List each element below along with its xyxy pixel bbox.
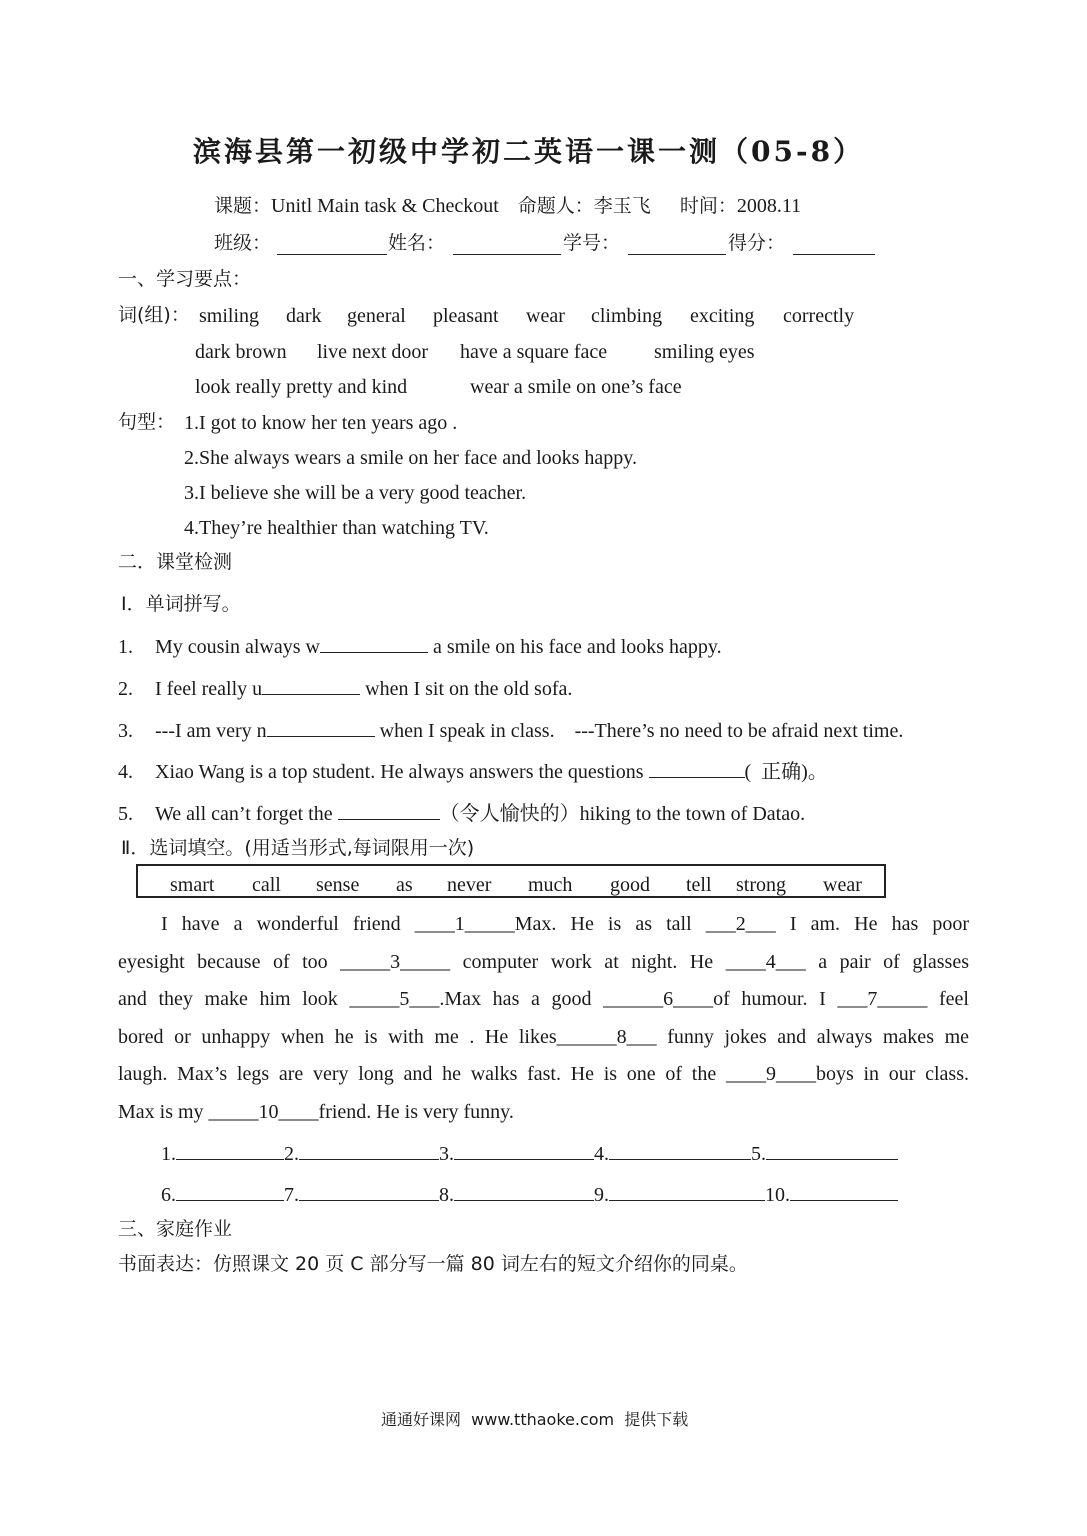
answer-blank[interactable] xyxy=(320,636,428,653)
answer-label: 4. xyxy=(594,1143,609,1165)
passage-line-1: I have a wonderful friend ____1_____Max. He is as tall ___2___ I am. He has poor xyxy=(161,913,969,935)
item-text: ( 正确)。 xyxy=(744,761,828,783)
item-number: 4. xyxy=(118,761,133,783)
time: 2008.11 xyxy=(736,195,802,217)
passage-line-5: laugh. Max’s legs are very long and he walks fast. He is one of the ____9____boys in our class. xyxy=(118,1063,969,1085)
passage-line-4: bored or unhappy when he is with me . He likes______8___ funny jokes and always makes me xyxy=(118,1026,969,1048)
sentence-1: 1.I got to know her ten years ago . xyxy=(184,412,458,434)
item-text: ---I am very n xyxy=(155,720,267,742)
word-bank-word: tell xyxy=(686,874,712,896)
item-text: My cousin always w xyxy=(155,636,320,658)
answer-line[interactable] xyxy=(176,1143,284,1160)
vocab-word: climbing xyxy=(591,305,663,327)
name-label: 姓名： xyxy=(388,232,446,254)
exercise-item-1 xyxy=(118,636,722,657)
vocab-phrase: live next door xyxy=(317,341,429,363)
item-text: when I sit on the old sofa. xyxy=(360,678,573,700)
answer-row-1 xyxy=(161,1143,898,1164)
footer-text: 通通好课网 www.tthaoke.com 提供下载 xyxy=(381,1410,689,1429)
exercise-item-2 xyxy=(118,678,572,699)
word-bank-word: never xyxy=(447,874,492,896)
section1-heading: 一、学习要点： xyxy=(118,268,252,290)
part1-heading: Ⅰ．单词拼写。 xyxy=(121,593,241,615)
vocab-phrase: smiling eyes xyxy=(654,341,755,363)
score-label: 得分： xyxy=(728,232,786,254)
exercise-item-5 xyxy=(118,803,805,824)
vocab-word: smiling xyxy=(199,305,260,327)
name-field[interactable] xyxy=(453,254,561,255)
item-text: when I speak in class. ---There’s no need to be afraid next time. xyxy=(374,720,904,742)
class-label: 班级： xyxy=(214,232,272,254)
word-bank-word: as xyxy=(396,874,413,896)
vocab-word: exciting xyxy=(690,305,755,327)
word-bank-word: strong xyxy=(736,874,786,896)
sentence-label: 句型： xyxy=(118,411,176,433)
answer-blank[interactable] xyxy=(649,761,745,778)
vocab-phrase: have a square face xyxy=(460,341,608,363)
exercise-item-4 xyxy=(118,761,828,782)
item-number: 1. xyxy=(118,636,133,658)
passage-line-6: Max is my _____10____friend. He is very funny. xyxy=(118,1101,514,1123)
section3-heading: 三、家庭作业 xyxy=(118,1218,233,1240)
answer-label: 1. xyxy=(161,1143,176,1165)
vocab-phrase: wear a smile on one’s face xyxy=(470,376,682,398)
answer-blank[interactable] xyxy=(338,803,440,820)
answer-line[interactable] xyxy=(454,1143,594,1160)
answer-line[interactable] xyxy=(766,1143,898,1160)
answer-label: 9. xyxy=(594,1184,609,1206)
answer-line[interactable] xyxy=(454,1184,594,1201)
word-bank-word: much xyxy=(528,874,573,896)
vocab-label: 词(组)： xyxy=(118,304,190,326)
topic: Unitl Main task & Checkout xyxy=(271,195,499,217)
sentence-3: 3.I believe she will be a very good teacher. xyxy=(184,482,527,504)
word-bank-word: smart xyxy=(170,874,215,896)
answer-row-2 xyxy=(161,1184,898,1205)
answer-label: 8. xyxy=(439,1184,454,1206)
class-field[interactable] xyxy=(277,254,387,255)
item-text: I feel really u xyxy=(155,678,263,700)
answer-label: 2. xyxy=(284,1143,299,1165)
answer-blank[interactable] xyxy=(267,720,375,737)
item-text: We all can’t forget the xyxy=(155,803,338,825)
vocab-word: wear xyxy=(526,305,565,327)
part2-heading: Ⅱ．选词填空。(用适当形式,每词限用一次) xyxy=(121,837,475,859)
word-bank-word: wear xyxy=(823,874,862,896)
author: 李玉飞 xyxy=(593,195,651,217)
answer-line[interactable] xyxy=(609,1143,751,1160)
info-line xyxy=(214,196,801,216)
word-bank-word: call xyxy=(252,874,281,896)
item-number: 2. xyxy=(118,678,133,700)
item-text: Xiao Wang is a top student. He always answers the questions xyxy=(155,761,649,783)
section2-heading: 二．课堂检测 xyxy=(118,551,233,573)
answer-label: 3. xyxy=(439,1143,454,1165)
sentence-4: 4.They’re healthier than watching TV. xyxy=(184,517,489,539)
page-title: 滨海县第一初级中学初二英语一课一测（05-8） xyxy=(193,135,865,168)
item-text: a smile on his face and looks happy. xyxy=(427,636,722,658)
answer-label: 6. xyxy=(161,1184,176,1206)
vocab-phrase: look really pretty and kind xyxy=(195,376,408,398)
vocab-word: dark xyxy=(286,305,322,327)
exercise-item-3 xyxy=(118,720,903,741)
answer-line[interactable] xyxy=(299,1184,439,1201)
time-label: 时间： xyxy=(679,195,737,217)
homework-task: 书面表达：仿照课文 20 页 C 部分写一篇 80 词左右的短文介绍你的同桌。 xyxy=(118,1253,748,1275)
item-text: （令人愉快的）hiking to the town of Datao. xyxy=(439,803,806,825)
score-field[interactable] xyxy=(793,254,875,255)
answer-blank[interactable] xyxy=(262,678,360,695)
item-number: 5. xyxy=(118,803,133,825)
word-bank-word: sense xyxy=(316,874,360,896)
passage-line-3: and they make him look _____5___.Max has a good ______6____of humour. I ___7_____ feel xyxy=(118,988,969,1010)
answer-line[interactable] xyxy=(609,1184,765,1201)
student-number-field[interactable] xyxy=(628,254,726,255)
word-bank-box xyxy=(136,864,886,898)
student-number-label: 学号： xyxy=(563,232,621,254)
vocab-word: pleasant xyxy=(433,305,499,327)
vocab-word: correctly xyxy=(783,305,855,327)
answer-line[interactable] xyxy=(176,1184,284,1201)
passage-line-2: eyesight because of too _____3_____ computer work at night. He ____4___ a pair of glasses xyxy=(118,951,969,973)
vocab-word: general xyxy=(347,305,406,327)
answer-line[interactable] xyxy=(299,1143,439,1160)
topic-label: 课题： xyxy=(214,195,272,217)
item-number: 3. xyxy=(118,720,133,742)
vocab-phrase: dark brown xyxy=(195,341,287,363)
author-label: 命题人： xyxy=(517,195,594,217)
sentence-2: 2.She always wears a smile on her face and looks happy. xyxy=(184,447,638,469)
answer-line[interactable] xyxy=(790,1184,898,1201)
answer-label: 10. xyxy=(765,1184,790,1206)
answer-label: 7. xyxy=(284,1184,299,1206)
answer-label: 5. xyxy=(751,1143,766,1165)
word-bank-word: good xyxy=(610,874,650,896)
